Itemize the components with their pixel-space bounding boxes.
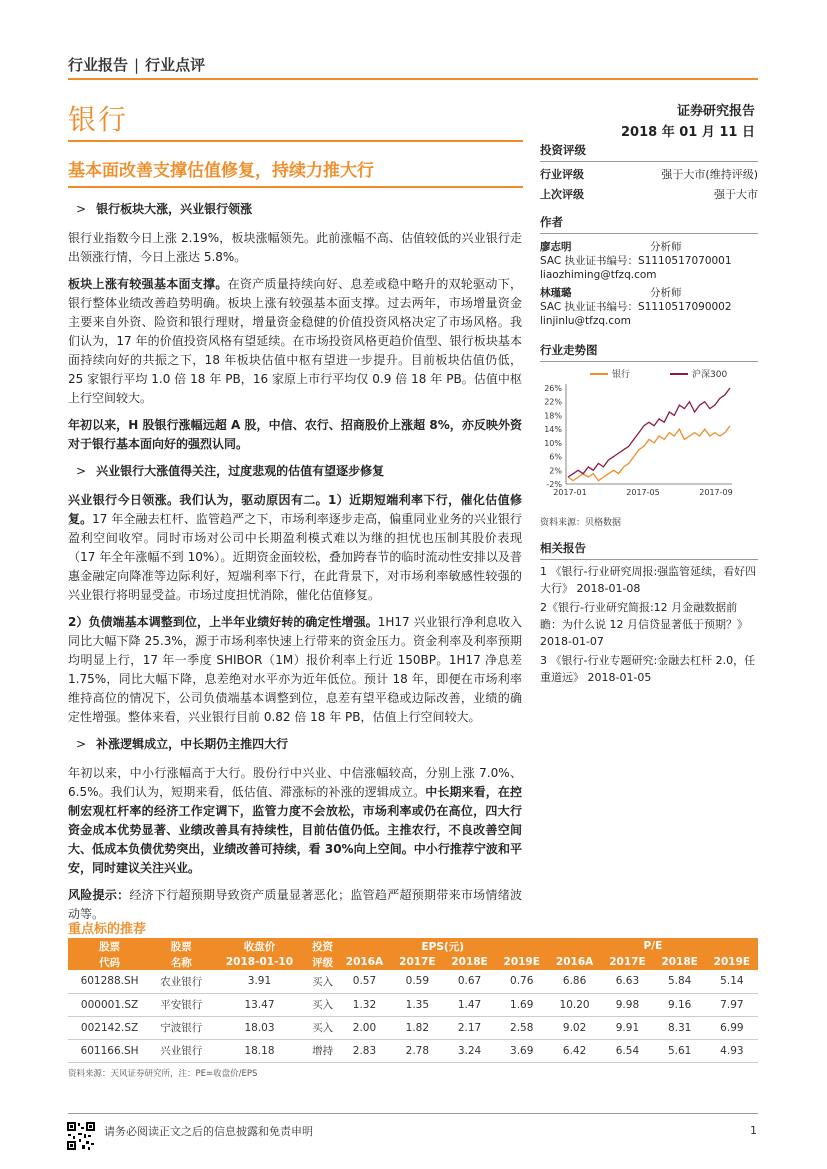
table-title: 重点标的推荐 <box>68 922 147 937</box>
y-tick-label: 26% <box>544 384 562 393</box>
report-category: 行业报告 | 行业点评 <box>68 56 206 74</box>
title-divider <box>68 140 523 142</box>
table-cell: 4.93 <box>706 1039 758 1062</box>
table-cell: 0.59 <box>391 970 443 993</box>
section-heading: > 补涨逻辑成立，中长期仍主推四大行 <box>76 737 289 751</box>
rating-row: 行业评级 强于大市(维持评级) <box>540 168 758 181</box>
table-cell: 0.67 <box>443 970 495 993</box>
legend-label: 沪深300 <box>692 370 728 380</box>
industry-title: 银行 <box>68 103 129 136</box>
table-cell: 9.02 <box>548 1016 602 1039</box>
author-box <box>540 214 758 328</box>
table-cell: 买入 <box>308 970 338 993</box>
table-cell: 兴业银行 <box>151 1039 211 1062</box>
x-tick-label: 2017-05 <box>626 488 660 497</box>
legend-label: 银行 <box>612 370 631 380</box>
paragraph: 板块上涨有较强基本面支撑。在资产质量持续向好、息差或稳中略升的双轮驱动下，银行整体业绩改善趋势明确。板块上涨有较强基本面支撑。过去两年，市场增量资金主要来自外资、险资和银行理财，增量资金稳健的价值投资风格决定了市场风格。我们认为，17 年的价值投资风格有望延续。在市场投资风格更趋价值型、银行板块基本面持续向好的共振之下，18 年板块估值中枢有望进一步提升。目前板块估值仍低，25 家银行平均 1.0 倍 18 年 PB，16 家原上市行平均仅 0.9 倍 18 年 PB。估值中枢上行空间较大。 <box>68 277 522 405</box>
stock-table: 股票 股票 收盘价 投资 EPS(元) P/E 代码 名称 2018-01-10 评级 2016A 2017E 2018E 2019E 2016A 2017E 2018E 2019E 601288.SH 农业银行 3.91 买入 0.57 0.59 0.67 0.76 6.86 6.63 5.84 5.14 000001.SZ 平安银行 13.47 买入 1.32 1.35 1.47 1.69 10.20 9.98 9.16 7.97 002142.SZ 宁波银行 18.03 买入 2.00 1.82 2.17 2.58 9.02 9.91 8.31 6.99 601166.SH 兴业银行 18.18 增持 2.83 2.78 3.24 3.69 6.42 6.54 5.61 4.93 <box>68 938 758 1063</box>
table-cell: 1.32 <box>338 993 392 1016</box>
table-cell: 2.78 <box>391 1039 443 1062</box>
author-entry: 廖志明 分析师 SAC 执业证书编号：S1110517070001 liaozhiming@tfzq.com <box>540 240 758 282</box>
paragraph: 年初以来，H 股银行涨幅远超 A 股，中信、农行、招商股价上涨超 8%，亦反映外资对于银行基本面向好的强烈认同。 <box>68 418 522 451</box>
y-tick-label: 14% <box>544 425 562 435</box>
table-cell: 8.31 <box>654 1016 706 1039</box>
rating-title: 投资评级 <box>540 142 758 162</box>
table-cell: 1.35 <box>391 993 443 1016</box>
table-cell: 农业银行 <box>151 970 211 993</box>
author-email[interactable]: liaozhiming@tfzq.com <box>540 269 657 281</box>
main-content <box>68 198 522 932</box>
chart-source: 资料来源：贝格数据 <box>540 518 622 528</box>
table-cell: 3.91 <box>211 970 307 993</box>
rating-box <box>540 142 758 205</box>
series-line-hs300 <box>568 388 730 477</box>
table-cell: 增持 <box>308 1039 338 1062</box>
table-cell: 宁波银行 <box>151 1016 211 1039</box>
footer-divider <box>68 1113 758 1114</box>
y-tick-label: 10% <box>544 438 562 448</box>
table-cell: 平安银行 <box>151 993 211 1016</box>
table-cell: 0.76 <box>496 970 548 993</box>
subtitle-divider <box>68 186 523 188</box>
table-cell: 0.57 <box>338 970 392 993</box>
table-cell: 6.99 <box>706 1016 758 1039</box>
table-cell: 18.03 <box>211 1016 307 1039</box>
paragraph: 兴业银行今日领涨。我们认为，驱动原因有二。1）近期短端利率下行，催化估值修复。17 年全融去杠杆、监管趋严之下，市场利率逐步走高，偏重同业业务的兴业银行盈利空间收窄。同时市场对公司中长期盈利模式难以为继的担忧也压制其股价表现（17 年全年涨幅不到 10%）。近期资金面较松，叠加跨春节的临时流动性安排以及普惠金融定向降准等边际利好，短端利率下行，在此背景下，对市场利率敏感性较强的兴业银行将明显受益。市场过度担忧消除，催化估值修复。 <box>68 493 522 602</box>
table-cell: 601166.SH <box>68 1039 151 1062</box>
table-row <box>68 1016 758 1039</box>
qr-code-icon <box>66 1121 96 1151</box>
table-cell: 2.83 <box>338 1039 392 1062</box>
x-tick-label: 2017-01 <box>553 488 587 497</box>
table-cell: 1.47 <box>443 993 495 1016</box>
table-cell: 6.63 <box>601 970 653 993</box>
table-cell: 1.82 <box>391 1016 443 1039</box>
x-tick-label: 2017-09 <box>699 488 733 497</box>
section-heading: > 银行板块大涨，兴业银行领涨 <box>76 202 253 216</box>
table-cell: 2.00 <box>338 1016 392 1039</box>
table-cell: 18.18 <box>211 1039 307 1062</box>
series-line-bank <box>568 426 730 481</box>
related-report-link[interactable]: 1 《银行-行业研究周报:强监管延续，看好四大行》 2018-01-08 <box>540 565 757 595</box>
author-email[interactable]: linjinlu@tfzq.com <box>540 315 631 327</box>
prev-rating-row: 上次评级 强于大市 <box>540 188 758 201</box>
table-cell: 000001.SZ <box>68 993 151 1016</box>
table-cell: 10.20 <box>548 993 602 1016</box>
y-tick-label: 22% <box>544 397 562 407</box>
trend-chart <box>540 362 758 510</box>
table-cell: 6.86 <box>548 970 602 993</box>
header-divider <box>68 78 758 80</box>
table-cell: 买入 <box>308 1016 338 1039</box>
related-report-link[interactable]: 3 《银行-行业专题研究:金融去杠杆 2.0，任重道远》 2018-01-05 <box>540 654 756 684</box>
table-cell: 002142.SZ <box>68 1016 151 1039</box>
page-number: 1 <box>750 1124 757 1137</box>
report-type: 证券研究报告 <box>676 104 755 119</box>
y-tick-label: 18% <box>544 411 562 421</box>
trend-title: 行业走势图 <box>540 342 758 362</box>
report-title: 基本面改善支撑估值修复，持续力推大行 <box>68 161 374 181</box>
y-tick-label: 6% <box>549 452 562 462</box>
table-cell: 5.84 <box>654 970 706 993</box>
author-entry: 林瑾璐 分析师 SAC 执业证书编号：S1110517090002 linjinlu@tfzq.com <box>540 286 758 328</box>
table-cell: 6.42 <box>548 1039 602 1062</box>
table-cell: 5.14 <box>706 970 758 993</box>
table-cell: 9.98 <box>601 993 653 1016</box>
table-row <box>68 993 758 1016</box>
table-row <box>68 1039 758 1062</box>
table-cell: 9.91 <box>601 1016 653 1039</box>
table-cell: 3.69 <box>496 1039 548 1062</box>
y-tick-label: -2% <box>546 480 562 489</box>
table-cell: 2.17 <box>443 1016 495 1039</box>
paragraph: 银行业指数今日上涨 2.19%，板块涨幅领先。此前涨幅不高、估值较低的兴业银行走出领涨行情，今日上涨达 5.8%。 <box>68 231 522 264</box>
table-cell: 2.58 <box>496 1016 548 1039</box>
table-cell: 5.61 <box>654 1039 706 1062</box>
risk-paragraph: 风险提示：经济下行超预期导致资产质量显著恶化；监管趋严超预期带来市场情绪波动等。 <box>68 888 522 921</box>
table-cell: 买入 <box>308 993 338 1016</box>
table-cell: 7.97 <box>706 993 758 1016</box>
table-cell: 9.16 <box>654 993 706 1016</box>
paragraph: 2）负债端基本调整到位，上半年业绩好转的确定性增强。1H17 兴业银行净利息收入同比大幅下降 25.3%，源于市场利率快速上行带来的资金压力。资金利率及利率预期均明显上行，17 年一季度 SHIBOR（1M）报价利率上行近 150BP。1H17 净息差 1.75%，同比大幅下降，息差绝对水平亦为近年低位。预计 18 年，即便在市场利率维持高位的情况下，公司负债端基本调整到位，息差有望平稳或边际改善，业绩的确定性增强。整体来看，兴业银行目前 0.82 倍 18 年 PB，估值上行空间较大。 <box>68 615 522 724</box>
table-cell: 13.47 <box>211 993 307 1016</box>
paragraph: 年初以来，中小行涨幅高于大行。股份行中兴业、中信涨幅较高，分别上涨 7.0%、6.5%。我们认为，短期来看，低估值、滞涨标的补涨的逻辑成立。中长期来看，在控制宏观杠杆率的经济工作定调下，监管力度不会放松，市场利率或仍在高位，四大行资金成本优势显著、业绩改善具有持续性，目前估值仍低。主推农行，不良改善空间大、低成本负债优势突出，业绩改善可持续，看 30%向上空间。中小行推荐宁波和平安，同时建议关注兴业。 <box>68 766 522 875</box>
table-cell: 3.24 <box>443 1039 495 1062</box>
disclaimer-link[interactable]: 请务必阅读正文之后的信息披露和免责申明 <box>104 1125 313 1138</box>
y-tick-label: 2% <box>549 466 562 476</box>
related-title: 相关报告 <box>540 540 758 560</box>
author-title: 作者 <box>540 214 758 234</box>
report-date: 2018 年 01 月 11 日 <box>621 125 755 140</box>
table-cell: 1.69 <box>496 993 548 1016</box>
table-source: 资料来源：天风证券研究所，注：PE=收盘价/EPS <box>68 1069 258 1079</box>
related-box <box>540 540 758 688</box>
table-cell: 6.54 <box>601 1039 653 1062</box>
related-report-link[interactable]: 2《银行-行业研究简报:12 月金融数据前瞻：为什么说 12 月信贷显著低于预期？》 2018-01-07 <box>540 601 748 648</box>
table-row <box>68 970 758 993</box>
table-cell: 601288.SH <box>68 970 151 993</box>
section-heading: > 兴业银行大涨值得关注，过度悲观的估值有望逐步修复 <box>76 464 385 478</box>
